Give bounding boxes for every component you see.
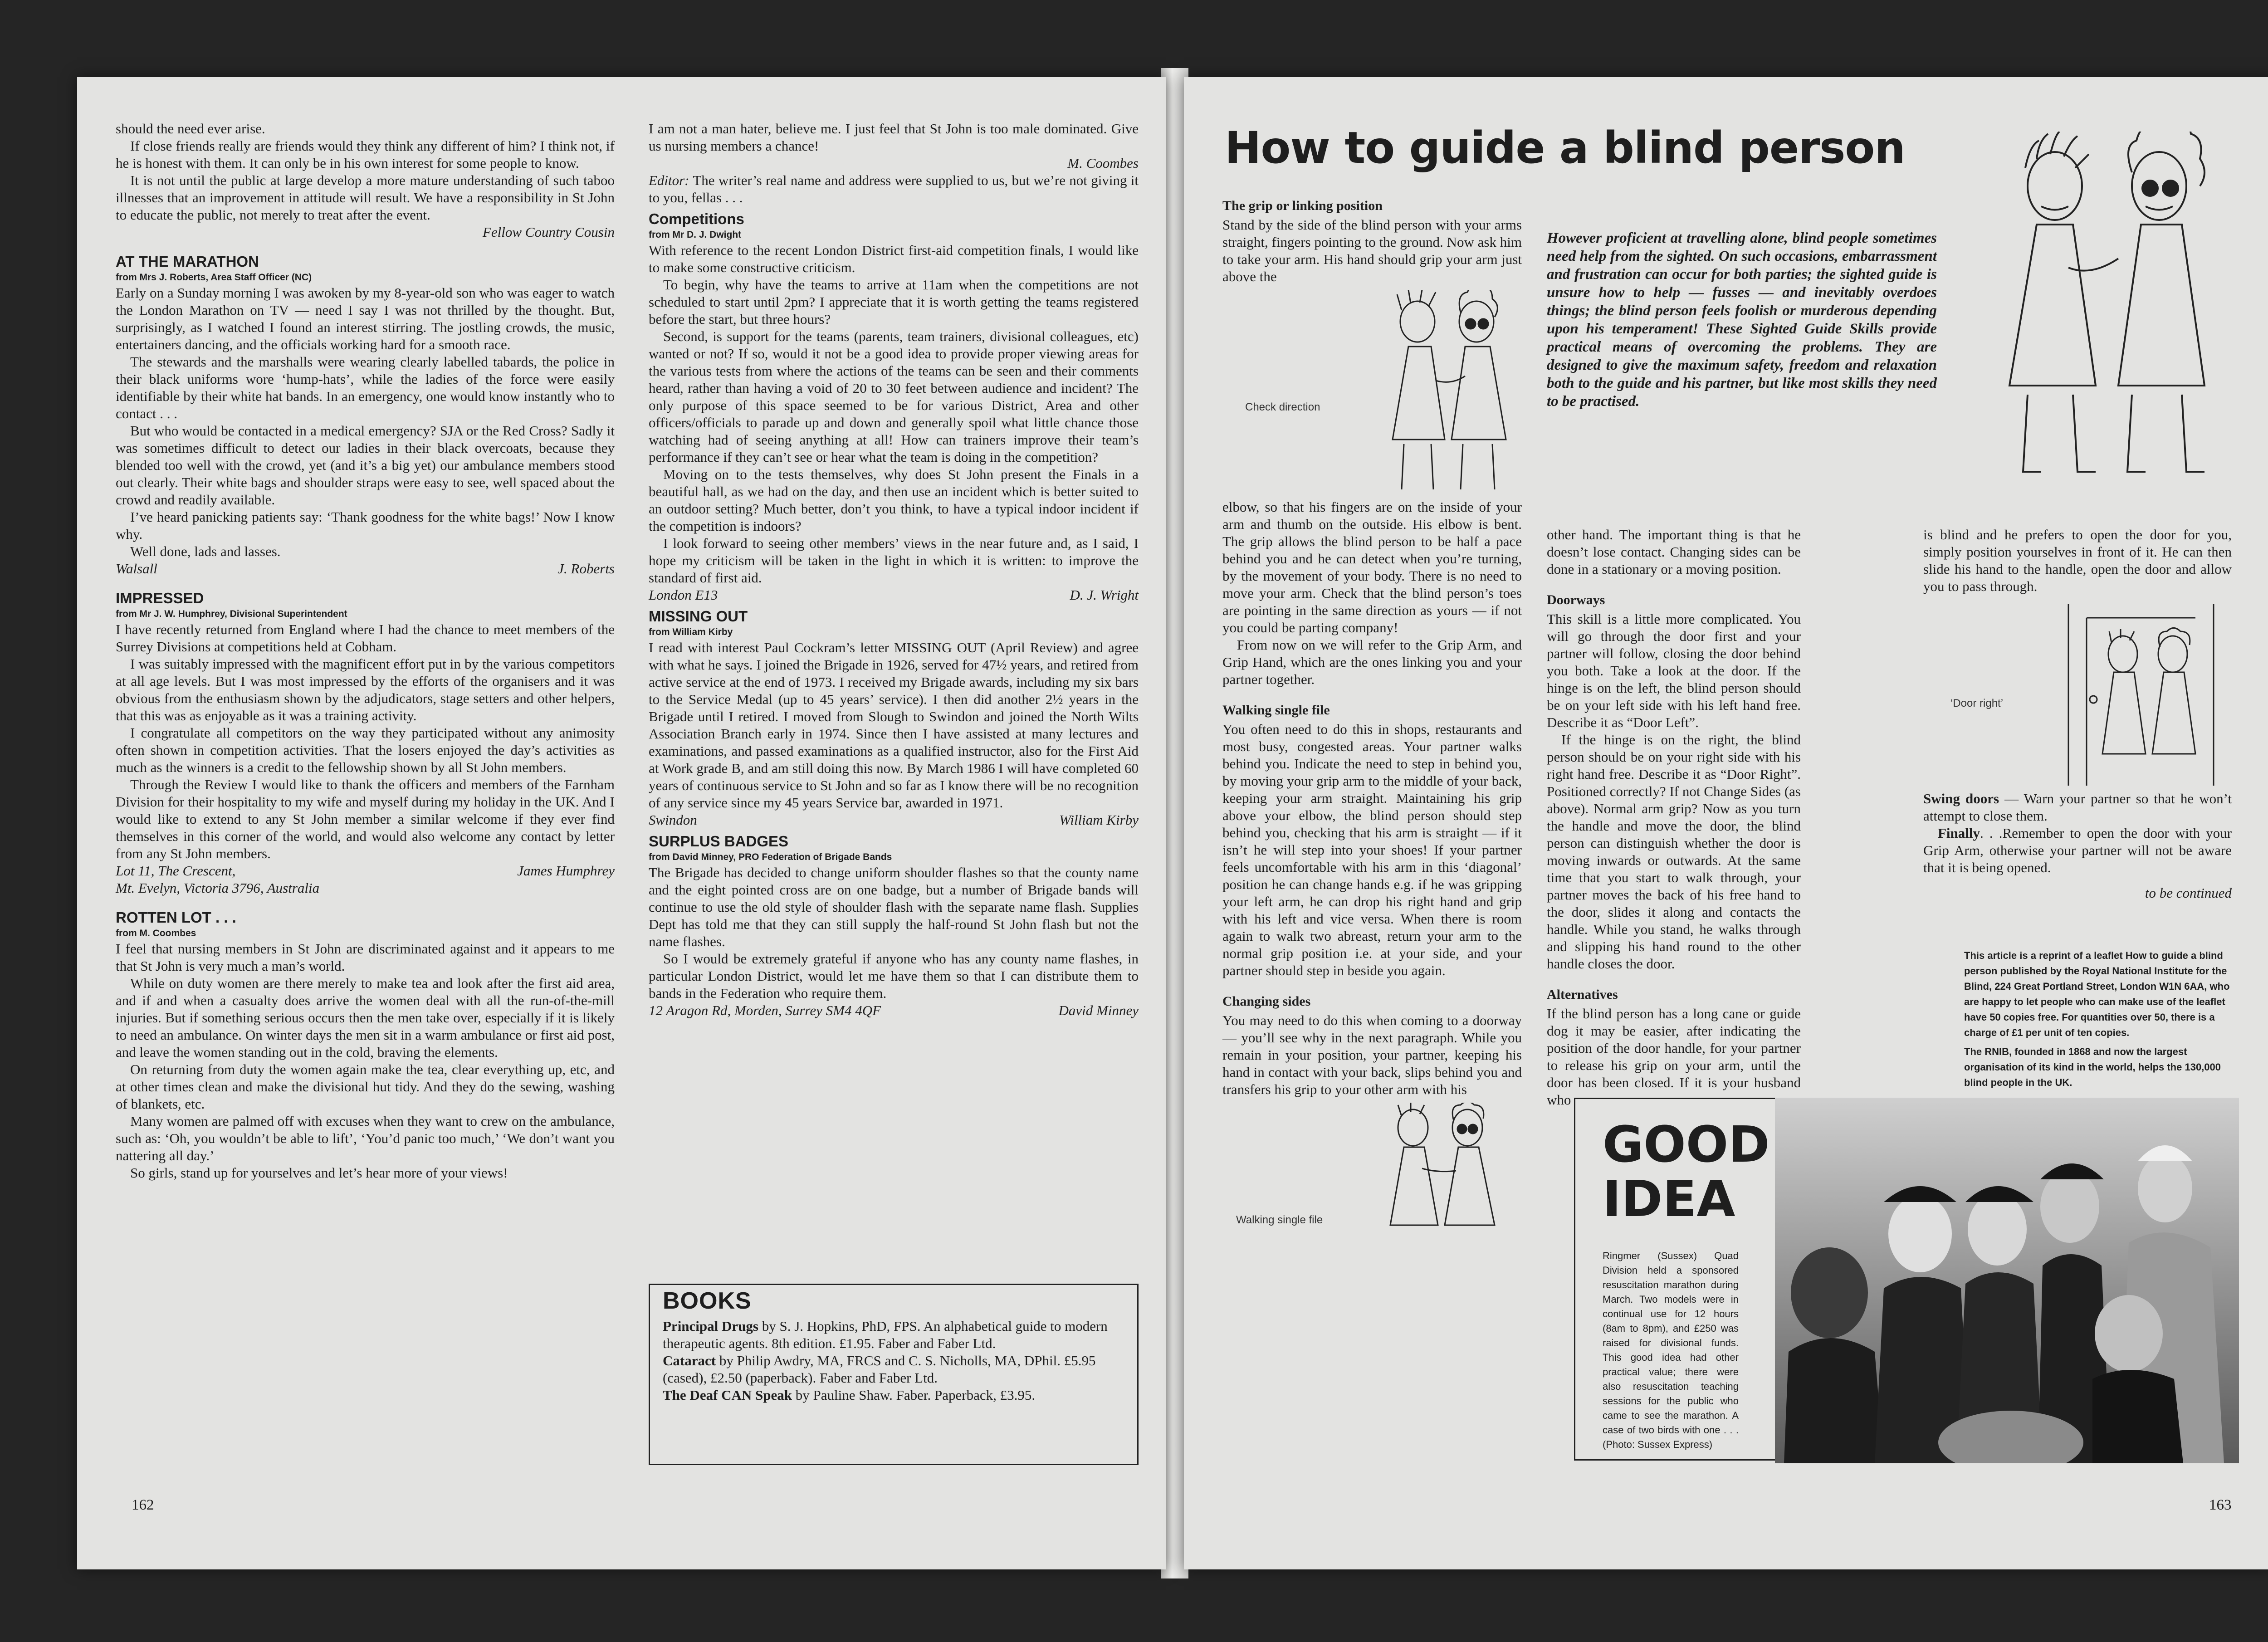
editor-note xyxy=(649,172,1139,206)
signature-line-2 xyxy=(116,880,615,897)
competitions-para-5: I look forward to seeing other members’ views in the near future and, as I said, I hope my criticism will be taken in the light in which it is written: to improve the standard of first aid. xyxy=(649,535,1139,586)
signature-place: Swindon xyxy=(649,812,697,828)
right-page xyxy=(1184,77,2268,1569)
book-name: Principal Drugs xyxy=(663,1318,758,1334)
walking-single-file-illustration xyxy=(1372,1103,1517,1239)
marathon-para-1: Early on a Sunday morning I was awoken by my 8-year-old son who was eager to watch the London Marathon on TV — need I say I was not thrilled by the thought. But, surprisingly, as I watched I found an interest stirring. The jostling crowds, the music, entertainers dancing, and the officials working hard for a smooth race. xyxy=(116,285,615,352)
marathon-para-2: The stewards and the marshalls were wearing clearly labelled tabards, the police in their black uniforms wore ‘hump-hats’, while the ladies of the force were easily identifiable by their white hat bands. In an emergency, one would know instantly who to contact . . . xyxy=(116,354,615,421)
letter-from: from Mr D. J. Dwight xyxy=(649,230,742,240)
letter-from: from M. Coombes xyxy=(116,928,196,938)
rotten-continued: I am not a man hater, believe me. I just feel that St John is too male dominated. Give us nursing members a chance! xyxy=(649,121,1139,154)
doorways-para-2: If the hinge is on the right, the blind person should be on your right side with his right hand free. Describe it as “Door Right”. Positioned correctly? If not Change Sides (as above). Normal arm grip? Now as you turn the handle and move the door, the blind person can distinguish whether the door is moving inwards or outwards. At the same time that you start to walk through, your partner moves the back of his free hand to the door, slides it along and contacts the handle. While you stand, he walks through and slipping his hand round to the other handle closes the door. xyxy=(1547,732,1801,972)
good-idea-text: Ringmer (Sussex) Quad Division held a sponsored resuscitation marathon during March. Two models were in continual use for 12 hours (8am to 8pm), and £250 was raised for divisional funds. This good idea had other practical value; there were also resuscitation teaching sessions for the public who came to see the marathon. A case of two birds with one . . . (Photo: Sussex Express) xyxy=(1603,1250,1739,1450)
section-heading: IMPRESSED xyxy=(116,590,204,606)
grip-para-3: From now on we will refer to the Grip Arm, and Grip Hand, which are the ones linking you and your partner together. xyxy=(1222,637,1522,687)
col2-para-1: other hand. The important thing is that he doesn’t lose contact. Changing sides can be done in a stationary or a moving position. xyxy=(1547,527,1801,577)
signature-name: D. J. Wright xyxy=(1070,587,1139,603)
finally-label: Finally xyxy=(1938,825,1980,841)
alternatives-para: If the blind person has a long cane or guide dog it may be easier, after indicating the position of the door handle, for your partner to release his grip on your arm, until the door has been closed. If it is your husband who xyxy=(1547,1006,1801,1108)
figure-caption: Walking single file xyxy=(1236,1214,1323,1226)
rotten-para-3: On returning from duty the women again make the tea, clear everything up, etc, and at other times clean and make the divisional hut tidy. And they do the sewing, washing of blankets, etc. xyxy=(116,1061,615,1112)
letter-from: from Mrs J. Roberts, Area Staff Officer (NC) xyxy=(116,272,312,283)
competitions-para-3: Second, is support for the teams (parents, team trainers, divisional colleagues, etc) wanted or not? If so, would it not be a good idea to provide proper viewing areas for the various tests from where the actions of the teams can be seen and their comments heard, rather than having a void of 20 to 30 feet between audience and incident? The only purpose of this space seemed to be for various District, Area and other officers/officials to parade up and down and generally spoil what little chance those watching had of seeing anything at all! How can trainers improve their team’s performance if they can’t see or hear what the team is doing in the competition? xyxy=(649,328,1139,465)
good-idea-box xyxy=(1574,1098,2236,1461)
section-heading: ROTTEN LOT . . . xyxy=(116,909,236,926)
page-number: 162 xyxy=(132,1497,154,1513)
finally-text: . . .Remember to open the door with your Grip Arm, otherwise your partner will not be aware that it is being opened. xyxy=(1923,825,2232,875)
left-column-2 xyxy=(649,120,1139,1019)
changing-para: You may need to do this when coming to a doorway — you’ll see why in the next paragraph. While you remain in your position, your partner, keeping his hand in contact with your back, slips behind you and transfers his grip to your other arm with his xyxy=(1222,1012,1522,1097)
signature-name: David Minney xyxy=(1058,1002,1139,1018)
opening-para-1: should the need ever arise. xyxy=(116,121,265,137)
right-column-3 xyxy=(1923,526,2232,902)
signature-address: Mt. Evelyn, Victoria 3796, Australia xyxy=(116,880,320,896)
good-idea-title xyxy=(1603,1117,1770,1226)
rotten-para-4: Many women are palmed off with excuses when they want to crew on the ambulance, such as: ‘Oh, you wouldn’t be able to lift’, ‘You’d panic too much,’ ‘We don’t want you nattering all day.’ xyxy=(116,1113,615,1163)
check-direction-illustration xyxy=(1377,290,1522,498)
editor-label: Editor: xyxy=(649,172,689,188)
door-right-figure-slot xyxy=(1923,595,2232,790)
signature-name: M. Coombes xyxy=(1067,155,1139,171)
signature xyxy=(649,1002,1139,1019)
signature-name: Fellow Country Cousin xyxy=(482,224,615,240)
competitions-para-4: Moving on to the tests themselves, why does St John present the Finals in a beautiful hall, as we had on the day, and then use an incident which is better suited to an outdoor setting? Much better, don’t you think, to have a typical indoor incident if the competition is indoors? xyxy=(649,466,1139,534)
impressed-para-4: Through the Review I would like to thank the officers and members of the Farnham Division for their hospitality to my wife and myself during my holiday in the UK. And I would like to extend to any St John member a similar welcome if they ever find themselves in this corner of the world, and would also welcome any contact by letter from any St John members. xyxy=(116,777,615,861)
section-heading: MISSING OUT xyxy=(649,608,748,625)
left-column-1 xyxy=(116,120,615,1182)
surplus-para-1: The Brigade has decided to change uniform shoulder flashes so that the county name and the eight pointed cross are on one badge, but a number of Brigade bands will continue to use the old style of shoulder flash with the separate name flash. Supplies Dept has told me that they can still supply the half-round St John flash but not the name flashes. xyxy=(649,865,1139,949)
continued-text: to be continued xyxy=(2145,885,2232,901)
editor-note-text: The writer’s real name and address were supplied to us, but we’re not giving it to you, fellas . . . xyxy=(649,172,1139,205)
competitions-para-2: To begin, why have the teams to arrive at 11am when the competitions are not scheduled to start until 2pm? I appreciate that it is worth getting the teams registered before the start, but three hours? xyxy=(649,277,1139,327)
book-entry xyxy=(663,1387,1124,1404)
book-name: The Deaf CAN Speak xyxy=(663,1387,792,1403)
signature-name: William Kirby xyxy=(1059,812,1139,828)
rotten-para-1: I feel that nursing members in St John are discriminated against and it appears to me that St John is very much a man’s world. xyxy=(116,941,615,974)
signature-place: London E13 xyxy=(649,587,718,603)
subheading: Walking single file xyxy=(1222,703,1330,718)
signature xyxy=(116,224,615,241)
swing-doors-label: Swing doors xyxy=(1923,791,1999,806)
missing-para-1: I read with interest Paul Cockram’s letter MISSING OUT (April Review) and agree with what he says. I joined the Brigade in 1926, served for 47½ years, and retired from active service at the end of 1973. I received my Brigade awards, including my six bars to the Service Medal (up to 45 years’ service). I then did another 2½ years in the Brigade until I retired. I moved from Slough to Swindon and joined the North Wilts Association Branch early in 1974. Since then I have assisted at many lectures and examinations, and passed examinations as a qualified instructor, also for the First Aid at Work grade B, and am still doing this now. By March 1986 I will have completed 60 years of continuous service to St John and so far as I know there will be no recognition of any service since my 45 years Service bar, awarded in 1971. xyxy=(649,640,1139,811)
right-column-2 xyxy=(1547,526,1801,1109)
rotten-para-5: So girls, stand up for yourselves and let’s hear more of your views! xyxy=(130,1165,508,1181)
door-right-illustration xyxy=(2059,604,2223,786)
book-name: Cataract xyxy=(663,1353,716,1368)
letter-from: from David Minney, PRO Federation of Brigade Bands xyxy=(649,852,892,862)
book-details: by Pauline Shaw. Faber. Paperback, £3.95. xyxy=(792,1387,1036,1403)
signature xyxy=(116,560,615,577)
two-figures-illustration xyxy=(1982,132,2236,494)
article-title: How to guide a blind person xyxy=(1225,122,1905,173)
good-idea-title-line-2: IDEA xyxy=(1603,1170,1735,1228)
signature-name: J. Roberts xyxy=(557,561,615,577)
reprint-note xyxy=(1964,948,2236,1094)
left-page xyxy=(77,77,1166,1569)
subheading: The grip or linking position xyxy=(1222,198,1383,213)
subheading: Doorways xyxy=(1547,592,1605,607)
books-title: BOOKS xyxy=(663,1288,752,1314)
section-heading: Competitions xyxy=(649,210,744,227)
books-box xyxy=(649,1284,1139,1465)
book-details: by S. J. Hopkins, PhD, FPS. An alphabetical guide to modern therapeutic agents. 8th edition. £1.95. Faber and Faber Ltd. xyxy=(663,1318,1108,1351)
signature xyxy=(649,586,1139,604)
opening-para-3: It is not until the public at large develop a more mature understanding of such taboo illnesses that an improvement in attitude will result. We have a responsibility in St John to educate the public, not merely to treat after the event. xyxy=(116,172,615,223)
reprint-para-1: This article is a reprint of a leaflet How to guide a blind person published by the Royal National Institute for the Blind, 224 Great Portland Street, London W1N 6AA, who are happy to let people who can make use of the leaflet have 50 copies free. For quantities over 50, there is a charge of £1 per unit of ten copies. xyxy=(1964,950,2230,1038)
doorways-para-1: This skill is a little more complicated. You will go through the door first and your partner will follow, closing the door behind you both. Take a look at the door. If the hinge is on the left, the blind person should be on your left side with his left hand free. Describe it as “Door Left”. xyxy=(1547,611,1801,730)
letter-from: from William Kirby xyxy=(649,627,733,637)
signature-place: Walsall xyxy=(116,561,157,577)
article-intro: However proficient at travelling alone, blind people sometimes need help from the sighted. On such occasions, embarrassment and frustration can occur for both parties; the sighted guide is unsure how to help — fusses — and inevitably overdoes things; the blind person feels foolish or murderous depending upon his temperament! These Sighted Guide Skills provide practical means of overcoming the problems. They are designed to give the maximum safety, freedom and relaxation both to the guide and his partner, but like most skills they need to be practised. xyxy=(1547,230,1937,410)
subheading: Changing sides xyxy=(1222,994,1311,1009)
finally-para xyxy=(1923,825,2232,876)
section-heading: SURPLUS BADGES xyxy=(649,833,789,850)
impressed-para-2: I was suitably impressed with the magnificent effort put in by the various competitors at all age levels. But I was most impressed by the efforts of the organisers and it was obvious from the enthusiasm shown by the adjudicators, stage setters and other helpers, that this was as enjoyable as it was a training activity. xyxy=(116,656,615,723)
check-direction-figure-slot xyxy=(1222,285,1522,498)
signature xyxy=(649,155,1139,172)
signature-name: James Humphrey xyxy=(517,863,615,879)
page-number: 163 xyxy=(2209,1497,2232,1513)
impressed-para-3: I congratulate all competitors on the way they participated without any animosity often shown in competition activities. That the losers enjoyed the day’s activities as much as the winners is a credit to the fellowship shown by all St John members. xyxy=(116,725,615,775)
signature xyxy=(649,811,1139,829)
right-column-1 xyxy=(1222,197,1522,1243)
opening-para-2: If close friends really are friends would they think any different of him? I think not, if he is honest with them. It can only be in his own interest for some people to know. xyxy=(116,138,615,171)
continued-note xyxy=(1923,885,2232,902)
subheading: Alternatives xyxy=(1547,987,1618,1002)
competitions-para-1: With reference to the recent London District first-aid competition finals, I would like to make some constructive criticism. xyxy=(649,242,1139,275)
marathon-para-5: Well done, lads and lasses. xyxy=(130,543,281,559)
resuscitation-marathon-photo xyxy=(1775,1098,2239,1463)
signature-address: Lot 11, The Crescent, xyxy=(116,863,236,879)
marathon-para-3: But who would be contacted in a medical emergency? SJA or the Red Cross? Sadly it was sometimes difficult to detect our ladies in their black overcoats, because they blended too well with the crowd, yet (and it’s a big yet) our ambulance members stood out clearly. Their white bags and shoulder straps were easy to see, well spaced about the crowd and readily available. xyxy=(116,423,615,508)
walking-single-file-figure-slot xyxy=(1222,1098,1522,1243)
rotten-para-2: While on duty women are there merely to make tea and look after the first aid area, and if and when a casualty does arrive the women deal with all the run-of-the-mill injuries. But if something serious occurs then the men take over, especially if it is likely to need an ambulance. On winter days the men sit in a warm ambulance or first aid post, and leave the women standing out in the cold, braving the elements. xyxy=(116,975,615,1060)
reprint-para-2: The RNIB, founded in 1868 and now the largest organisation of its kind in the world, helps the 130,000 blind people in the UK. xyxy=(1964,1046,2221,1088)
walking-para: You often need to do this in shops, restaurants and most busy, congested areas. Your partner walks behind you. Indicate the need to step in behind you, by moving your grip arm to the middle of your back, keeping your arm straight. Maintaining his grip above your elbow, the blind person should step behind you, checking that his arm is straight — if it isn’t he will step into your shoes! If your partner feels uncomfortable with his arm in this ‘diagonal’ position he can change hands e.g. if he was gripping your left arm, he can drop his right hand and grip with his left and vice versa. When there is room again to walk two abreast, return your arm to the normal grip position i.e. at your side, and your partner should step in beside you again. xyxy=(1222,721,1522,978)
section-heading: AT THE MARATHON xyxy=(116,253,259,270)
letter-from: from Mr J. W. Humphrey, Divisional Superintendent xyxy=(116,609,347,619)
grip-para-1: Stand by the side of the blind person with your arms straight, fingers pointing to the ground. Now ask him to take your arm. His hand should grip your arm just above the xyxy=(1222,217,1522,284)
col3-para-1: is blind and he prefers to open the door for you, simply position yourselves in front of it. He can then slide his hand to the handle, open the door and allow you to pass through. xyxy=(1923,527,2232,594)
book-entry xyxy=(663,1352,1124,1387)
figure-caption: ‘Door right’ xyxy=(1950,697,2004,709)
book-entry xyxy=(663,1318,1124,1352)
impressed-para-1: I have recently returned from England where I had the chance to meet members of the Surrey Divisions at competitions held at Cobham. xyxy=(116,621,615,655)
book-details: by Philip Awdry, MA, FRCS and C. S. Nicholls, MA, DPhil. £5.95 (cased), £2.50 (paperback). Faber and Faber Ltd. xyxy=(663,1353,1096,1386)
figure-caption: Check direction xyxy=(1245,401,1320,413)
signature-address: 12 Aragon Rd, Morden, Surrey SM4 4QF xyxy=(649,1002,881,1018)
surplus-para-2: So I would be extremely grateful if anyone who has any county name flashes, in particular London District, would let me have them so that I can distribute them to bands in the Federation who require them. xyxy=(649,951,1139,1001)
signature xyxy=(116,862,615,880)
grip-para-2: elbow, so that his fingers are on the inside of your arm and thumb on the outside. His elbow is bent. The grip allows the blind person to be half a pace behind you and he can detect when you’re turning, by the movement of your body. There is no need to move your arm. Check that the blind person’s toes are pointing in the same direction as yours — if not you could be parting company! xyxy=(1222,499,1522,635)
good-idea-title-line-1: GOOD xyxy=(1603,1115,1770,1173)
marathon-para-4: I’ve heard panicking patients say: ‘Thank goodness for the white bags!’ Now I know why. xyxy=(116,509,615,542)
swing-doors-para xyxy=(1923,790,2232,825)
swing-doors-text: — Warn your partner so that he won’t attempt to close them. xyxy=(1923,791,2232,824)
